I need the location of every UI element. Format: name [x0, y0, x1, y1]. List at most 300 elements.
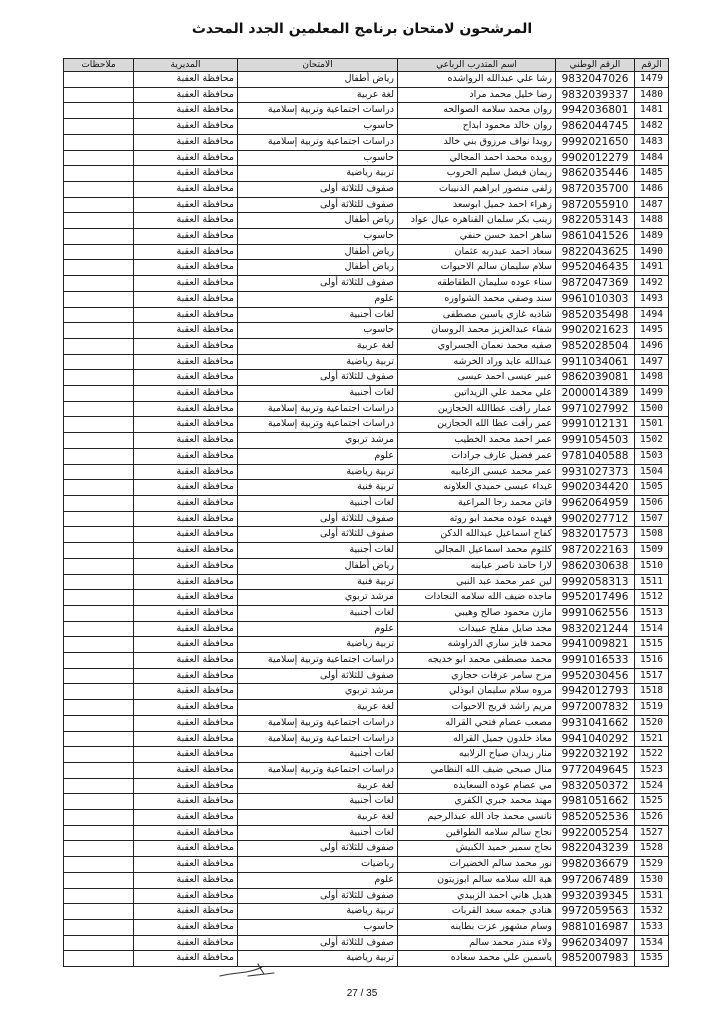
row-name: منال صبحي ضيف الله النظامي: [398, 762, 556, 778]
row-national-id: 9872047369: [556, 276, 635, 292]
table-row: [64, 684, 669, 700]
row-national-id: 9862030638: [556, 558, 635, 574]
row-seq: 1513: [635, 605, 669, 621]
row-seq: 1483: [635, 134, 669, 150]
row-seq: 1508: [635, 527, 669, 543]
table-row: [64, 919, 669, 935]
row-national-id: 9982036679: [556, 857, 635, 873]
row-name: ولاء منذر محمد سالم: [398, 935, 556, 951]
row-exam: لغات أجنبية: [238, 386, 398, 402]
row-directorate: محافظة العقبة: [134, 511, 238, 527]
table-row: [64, 527, 669, 543]
table-row: [64, 401, 669, 417]
row-national-id: 2000014389: [556, 386, 635, 402]
row-exam: حاسوب: [238, 229, 398, 245]
row-notes: [64, 291, 134, 307]
row-notes: [64, 762, 134, 778]
row-seq: 1491: [635, 260, 669, 276]
row-name: عبدالله عايد وراد الخرشه: [398, 354, 556, 370]
row-national-id: 9941040292: [556, 731, 635, 747]
row-national-id: 9932039345: [556, 888, 635, 904]
table-row: [64, 825, 669, 841]
table-row: [64, 731, 669, 747]
row-exam: مرشد تربوي: [238, 433, 398, 449]
row-name: زينب بكر سلمان القناهره عيال عواد: [398, 213, 556, 229]
row-seq: 1500: [635, 401, 669, 417]
page-number: 27 / 35: [346, 988, 378, 999]
row-notes: [64, 841, 134, 857]
row-notes: [64, 653, 134, 669]
row-exam: علوم: [238, 291, 398, 307]
row-directorate: محافظة العقبة: [134, 637, 238, 653]
row-seq: 1512: [635, 590, 669, 606]
row-directorate: محافظة العقبة: [134, 621, 238, 637]
row-seq: 1499: [635, 386, 669, 402]
row-seq: 1488: [635, 213, 669, 229]
header-national-id: الرقم الوطني: [556, 59, 635, 72]
row-directorate: محافظة العقبة: [134, 103, 238, 119]
table-row: [64, 433, 669, 449]
row-directorate: محافظة العقبة: [134, 338, 238, 354]
table-row: [64, 715, 669, 731]
row-exam: تربية فنية: [238, 574, 398, 590]
row-name: ماجده ضيف الله سلامه النجادات: [398, 590, 556, 606]
row-exam: دراسات اجتماعية وتربية إسلامية: [238, 653, 398, 669]
row-name: نجاح سمير حميد الكبيش: [398, 841, 556, 857]
row-directorate: محافظة العقبة: [134, 794, 238, 810]
row-directorate: محافظة العقبة: [134, 244, 238, 260]
row-notes: [64, 872, 134, 888]
header-notes: ملاحظات: [64, 59, 134, 72]
row-seq: 1519: [635, 700, 669, 716]
row-national-id: 9952017496: [556, 590, 635, 606]
row-notes: [64, 888, 134, 904]
row-national-id: 9872055910: [556, 197, 635, 213]
row-name: غيداء عيسى حميدي العلاونه: [398, 480, 556, 496]
row-directorate: محافظة العقبة: [134, 323, 238, 339]
table-row: [64, 480, 669, 496]
row-directorate: محافظة العقبة: [134, 72, 238, 88]
table-row: [64, 72, 669, 88]
row-seq: 1524: [635, 778, 669, 794]
row-national-id: 9832047026: [556, 72, 635, 88]
row-notes: [64, 370, 134, 386]
row-national-id: 9922005254: [556, 825, 635, 841]
row-seq: 1525: [635, 794, 669, 810]
row-seq: 1530: [635, 872, 669, 888]
table-row: [64, 119, 669, 135]
row-directorate: محافظة العقبة: [134, 166, 238, 182]
row-name: محمد مصطفى محمد ابو خديجه: [398, 653, 556, 669]
table-row: [64, 260, 669, 276]
row-name: مهند محمد جبري الكفري: [398, 794, 556, 810]
row-seq: 1494: [635, 307, 669, 323]
row-directorate: محافظة العقبة: [134, 668, 238, 684]
row-notes: [64, 386, 134, 402]
row-directorate: محافظة العقبة: [134, 401, 238, 417]
row-directorate: محافظة العقبة: [134, 417, 238, 433]
table-row: [64, 150, 669, 166]
row-notes: [64, 527, 134, 543]
table-row: [64, 323, 669, 339]
row-exam: مرشد تربوي: [238, 684, 398, 700]
table-row: [64, 558, 669, 574]
row-seq: 1517: [635, 668, 669, 684]
row-notes: [64, 166, 134, 182]
row-name: زهراء احمد جميل ابوسعد: [398, 197, 556, 213]
row-exam: لغة عربية: [238, 338, 398, 354]
row-directorate: محافظة العقبة: [134, 87, 238, 103]
row-directorate: محافظة العقبة: [134, 527, 238, 543]
row-national-id: 9852028504: [556, 338, 635, 354]
row-seq: 1479: [635, 72, 669, 88]
row-national-id: 9962034097: [556, 935, 635, 951]
row-national-id: 9972059563: [556, 904, 635, 920]
row-directorate: محافظة العقبة: [134, 213, 238, 229]
row-notes: [64, 495, 134, 511]
row-notes: [64, 700, 134, 716]
row-directorate: محافظة العقبة: [134, 558, 238, 574]
row-notes: [64, 103, 134, 119]
row-national-id: 9832050372: [556, 778, 635, 794]
table-row: [64, 888, 669, 904]
row-exam: تربية رياضية: [238, 354, 398, 370]
row-exam: دراسات اجتماعية وتربية إسلامية: [238, 417, 398, 433]
row-national-id: 9911034061: [556, 354, 635, 370]
row-notes: [64, 825, 134, 841]
row-notes: [64, 244, 134, 260]
row-exam: تربية رياضية: [238, 904, 398, 920]
row-seq: 1489: [635, 229, 669, 245]
row-national-id: 9781040588: [556, 448, 635, 464]
row-notes: [64, 574, 134, 590]
row-seq: 1480: [635, 87, 669, 103]
row-name: عمار رأفت عطاالله الحجازين: [398, 401, 556, 417]
table-row: [64, 276, 669, 292]
row-seq: 1529: [635, 857, 669, 873]
row-directorate: محافظة العقبة: [134, 150, 238, 166]
row-directorate: محافظة العقبة: [134, 291, 238, 307]
row-name: سعاد احمد عبدربه عثمان: [398, 244, 556, 260]
table-row: [64, 590, 669, 606]
row-exam: صفوف للثلاثة أولى: [238, 181, 398, 197]
row-seq: 1523: [635, 762, 669, 778]
row-seq: 1528: [635, 841, 669, 857]
table-row: [64, 181, 669, 197]
row-national-id: 9822053143: [556, 213, 635, 229]
header-seq: الرقم: [635, 59, 669, 72]
row-exam: مرشد تربوي: [238, 590, 398, 606]
row-directorate: محافظة العقبة: [134, 715, 238, 731]
row-name: سند وصفي محمد الشواوره: [398, 291, 556, 307]
row-name: كلثوم محمد اسماعيل المجالي: [398, 543, 556, 559]
row-national-id: 9941009821: [556, 637, 635, 653]
row-national-id: 9942012793: [556, 684, 635, 700]
row-exam: دراسات اجتماعية وتربية إسلامية: [238, 715, 398, 731]
row-national-id: 9992058313: [556, 574, 635, 590]
row-seq: 1481: [635, 103, 669, 119]
row-seq: 1516: [635, 653, 669, 669]
table-row: [64, 700, 669, 716]
row-national-id: 9991016533: [556, 653, 635, 669]
row-notes: [64, 276, 134, 292]
table-row: [64, 747, 669, 763]
row-name: صفيه محمد نعمان الجسراوي: [398, 338, 556, 354]
row-directorate: محافظة العقبة: [134, 480, 238, 496]
row-name: هنادي جمعه سعد القربات: [398, 904, 556, 920]
row-notes: [64, 794, 134, 810]
row-exam: صفوف للثلاثة أولى: [238, 527, 398, 543]
row-national-id: 9822043625: [556, 244, 635, 260]
row-directorate: محافظة العقبة: [134, 386, 238, 402]
row-directorate: محافظة العقبة: [134, 181, 238, 197]
row-exam: لغات أجنبية: [238, 825, 398, 841]
row-name: رضا خليل محمد مراد: [398, 87, 556, 103]
table-row: [64, 762, 669, 778]
row-exam: لغات أجنبية: [238, 543, 398, 559]
row-seq: 1506: [635, 495, 669, 511]
row-seq: 1532: [635, 904, 669, 920]
row-national-id: 9972067489: [556, 872, 635, 888]
table-row: [64, 166, 669, 182]
row-name: فاتن محمد رجا المراعية: [398, 495, 556, 511]
table-row: [64, 448, 669, 464]
row-name: عمر احمد محمد الخطيب: [398, 433, 556, 449]
row-national-id: 9861041526: [556, 229, 635, 245]
row-national-id: 9852007983: [556, 951, 635, 967]
row-name: ساهر احمد حسن حنفي: [398, 229, 556, 245]
row-national-id: 9922032192: [556, 747, 635, 763]
row-notes: [64, 323, 134, 339]
row-seq: 1520: [635, 715, 669, 731]
row-seq: 1484: [635, 150, 669, 166]
row-seq: 1534: [635, 935, 669, 951]
row-name: ياسمين علي محمد سعاده: [398, 951, 556, 967]
row-name: مجد صايل مفلح عبيدات: [398, 621, 556, 637]
table-row: [64, 778, 669, 794]
table-row: [64, 229, 669, 245]
row-notes: [64, 621, 134, 637]
row-name: لارا حامد ناصر عبابنه: [398, 558, 556, 574]
row-exam: صفوف للثلاثة أولى: [238, 197, 398, 213]
row-name: نانسي محمد جاد الله عبدالرحيم: [398, 810, 556, 826]
row-exam: صفوف للثلاثة أولى: [238, 370, 398, 386]
row-notes: [64, 448, 134, 464]
row-directorate: محافظة العقبة: [134, 653, 238, 669]
row-national-id: 9902012279: [556, 150, 635, 166]
row-exam: صفوف للثلاثة أولى: [238, 888, 398, 904]
table-row: [64, 386, 669, 402]
row-name: عمر فضيل عارف جرادات: [398, 448, 556, 464]
row-name: عبير عيسى احمد عيسى: [398, 370, 556, 386]
row-name: هديل هاني احمد الزبيدي: [398, 888, 556, 904]
row-directorate: محافظة العقبة: [134, 904, 238, 920]
table-row: [64, 134, 669, 150]
row-notes: [64, 181, 134, 197]
row-national-id: 9991012131: [556, 417, 635, 433]
row-seq: 1493: [635, 291, 669, 307]
row-seq: 1531: [635, 888, 669, 904]
table-row: [64, 794, 669, 810]
row-exam: لغات أجنبية: [238, 794, 398, 810]
row-exam: صفوف للثلاثة أولى: [238, 935, 398, 951]
table-row: [64, 543, 669, 559]
row-notes: [64, 951, 134, 967]
row-notes: [64, 150, 134, 166]
row-name: عمر محمد عيسى الزغابيه: [398, 464, 556, 480]
row-name: روان خالد محمود ابداح: [398, 119, 556, 135]
row-notes: [64, 338, 134, 354]
row-directorate: محافظة العقبة: [134, 464, 238, 480]
row-exam: حاسوب: [238, 323, 398, 339]
row-name: معاذ خلدون جميل القراله: [398, 731, 556, 747]
row-notes: [64, 480, 134, 496]
row-directorate: محافظة العقبة: [134, 197, 238, 213]
row-directorate: محافظة العقبة: [134, 574, 238, 590]
row-directorate: محافظة العقبة: [134, 684, 238, 700]
table-row: [64, 653, 669, 669]
row-name: روان محمد سلامه الصوالحه: [398, 103, 556, 119]
table-row: [64, 857, 669, 873]
row-exam: تربية رياضية: [238, 637, 398, 653]
row-national-id: 9852035498: [556, 307, 635, 323]
table-row: [64, 810, 669, 826]
row-notes: [64, 354, 134, 370]
row-national-id: 9852052536: [556, 810, 635, 826]
row-directorate: محافظة العقبة: [134, 276, 238, 292]
row-exam: لغات أجنبية: [238, 307, 398, 323]
row-seq: 1527: [635, 825, 669, 841]
row-name: مصعب عصام فتحي القراله: [398, 715, 556, 731]
row-directorate: محافظة العقبة: [134, 825, 238, 841]
table-row: [64, 87, 669, 103]
row-seq: 1492: [635, 276, 669, 292]
row-name: شفاء عبدالعزيز محمد الروسان: [398, 323, 556, 339]
row-name: مريم راشد فريج الاحيوات: [398, 700, 556, 716]
row-directorate: محافظة العقبة: [134, 872, 238, 888]
row-exam: دراسات اجتماعية وتربية إسلامية: [238, 103, 398, 119]
row-notes: [64, 558, 134, 574]
row-notes: [64, 417, 134, 433]
row-national-id: 9862039081: [556, 370, 635, 386]
table-row: [64, 637, 669, 653]
row-exam: رياض أطفال: [238, 558, 398, 574]
table-row: [64, 307, 669, 323]
row-notes: [64, 260, 134, 276]
row-exam: لغات أجنبية: [238, 605, 398, 621]
row-notes: [64, 464, 134, 480]
table-row: [64, 872, 669, 888]
row-notes: [64, 72, 134, 88]
table-row: [64, 354, 669, 370]
row-directorate: محافظة العقبة: [134, 731, 238, 747]
row-seq: 1518: [635, 684, 669, 700]
row-exam: حاسوب: [238, 119, 398, 135]
row-notes: [64, 511, 134, 527]
row-national-id: 9991054503: [556, 433, 635, 449]
row-directorate: محافظة العقبة: [134, 778, 238, 794]
row-notes: [64, 401, 134, 417]
row-exam: لغات أجنبية: [238, 495, 398, 511]
row-national-id: 9991062556: [556, 605, 635, 621]
row-national-id: 9822043239: [556, 841, 635, 857]
row-exam: علوم: [238, 621, 398, 637]
row-seq: 1495: [635, 323, 669, 339]
row-seq: 1496: [635, 338, 669, 354]
row-seq: 1487: [635, 197, 669, 213]
row-exam: رياض أطفال: [238, 260, 398, 276]
row-national-id: 9832021244: [556, 621, 635, 637]
row-exam: دراسات اجتماعية وتربية إسلامية: [238, 731, 398, 747]
row-name: مي عصام عوده السعايده: [398, 778, 556, 794]
row-exam: رياض أطفال: [238, 72, 398, 88]
row-national-id: 9862035446: [556, 166, 635, 182]
row-name: لين عمر محمد عبد النبي: [398, 574, 556, 590]
row-seq: 1509: [635, 543, 669, 559]
row-directorate: محافظة العقبة: [134, 935, 238, 951]
row-seq: 1498: [635, 370, 669, 386]
row-seq: 1504: [635, 464, 669, 480]
row-notes: [64, 605, 134, 621]
row-exam: رياض أطفال: [238, 244, 398, 260]
row-name: ريمان فيصل سليم الحروب: [398, 166, 556, 182]
table-row: [64, 495, 669, 511]
table-row: [64, 417, 669, 433]
table-row: [64, 574, 669, 590]
row-name: سلام سليمان سالم الاحيوات: [398, 260, 556, 276]
row-directorate: محافظة العقبة: [134, 543, 238, 559]
table-row: [64, 511, 669, 527]
row-national-id: 9952030456: [556, 668, 635, 684]
row-national-id: 9931041662: [556, 715, 635, 731]
row-name: هبة الله سلامه سالم ابوزيتون: [398, 872, 556, 888]
header-directorate: المديرية: [134, 59, 238, 72]
table-row: [64, 197, 669, 213]
row-name: كفاح اسماعيل عبدالله الدكن: [398, 527, 556, 543]
row-name: منار زيدان صياح الزلابيه: [398, 747, 556, 763]
row-national-id: 9881016987: [556, 919, 635, 935]
row-exam: تربية فنية: [238, 480, 398, 496]
row-national-id: 9962064959: [556, 495, 635, 511]
row-notes: [64, 87, 134, 103]
row-notes: [64, 747, 134, 763]
row-directorate: محافظة العقبة: [134, 119, 238, 135]
table-body: [64, 72, 669, 967]
row-name: شاديه غازي ياسين مصطفى: [398, 307, 556, 323]
row-national-id: 9902021623: [556, 323, 635, 339]
row-directorate: محافظة العقبة: [134, 888, 238, 904]
row-exam: علوم: [238, 872, 398, 888]
row-exam: علوم: [238, 448, 398, 464]
row-directorate: محافظة العقبة: [134, 700, 238, 716]
row-national-id: 9832017573: [556, 527, 635, 543]
row-directorate: محافظة العقبة: [134, 762, 238, 778]
row-exam: لغة عربية: [238, 778, 398, 794]
row-national-id: 9902034420: [556, 480, 635, 496]
row-seq: 1521: [635, 731, 669, 747]
row-national-id: 9902027712: [556, 511, 635, 527]
row-notes: [64, 731, 134, 747]
row-seq: 1522: [635, 747, 669, 763]
row-directorate: محافظة العقبة: [134, 857, 238, 873]
row-exam: صفوف للثلاثة أولى: [238, 668, 398, 684]
table-row: [64, 103, 669, 119]
row-seq: 1526: [635, 810, 669, 826]
table-row: [64, 904, 669, 920]
row-national-id: 9862044745: [556, 119, 635, 135]
row-exam: حاسوب: [238, 150, 398, 166]
row-notes: [64, 668, 134, 684]
